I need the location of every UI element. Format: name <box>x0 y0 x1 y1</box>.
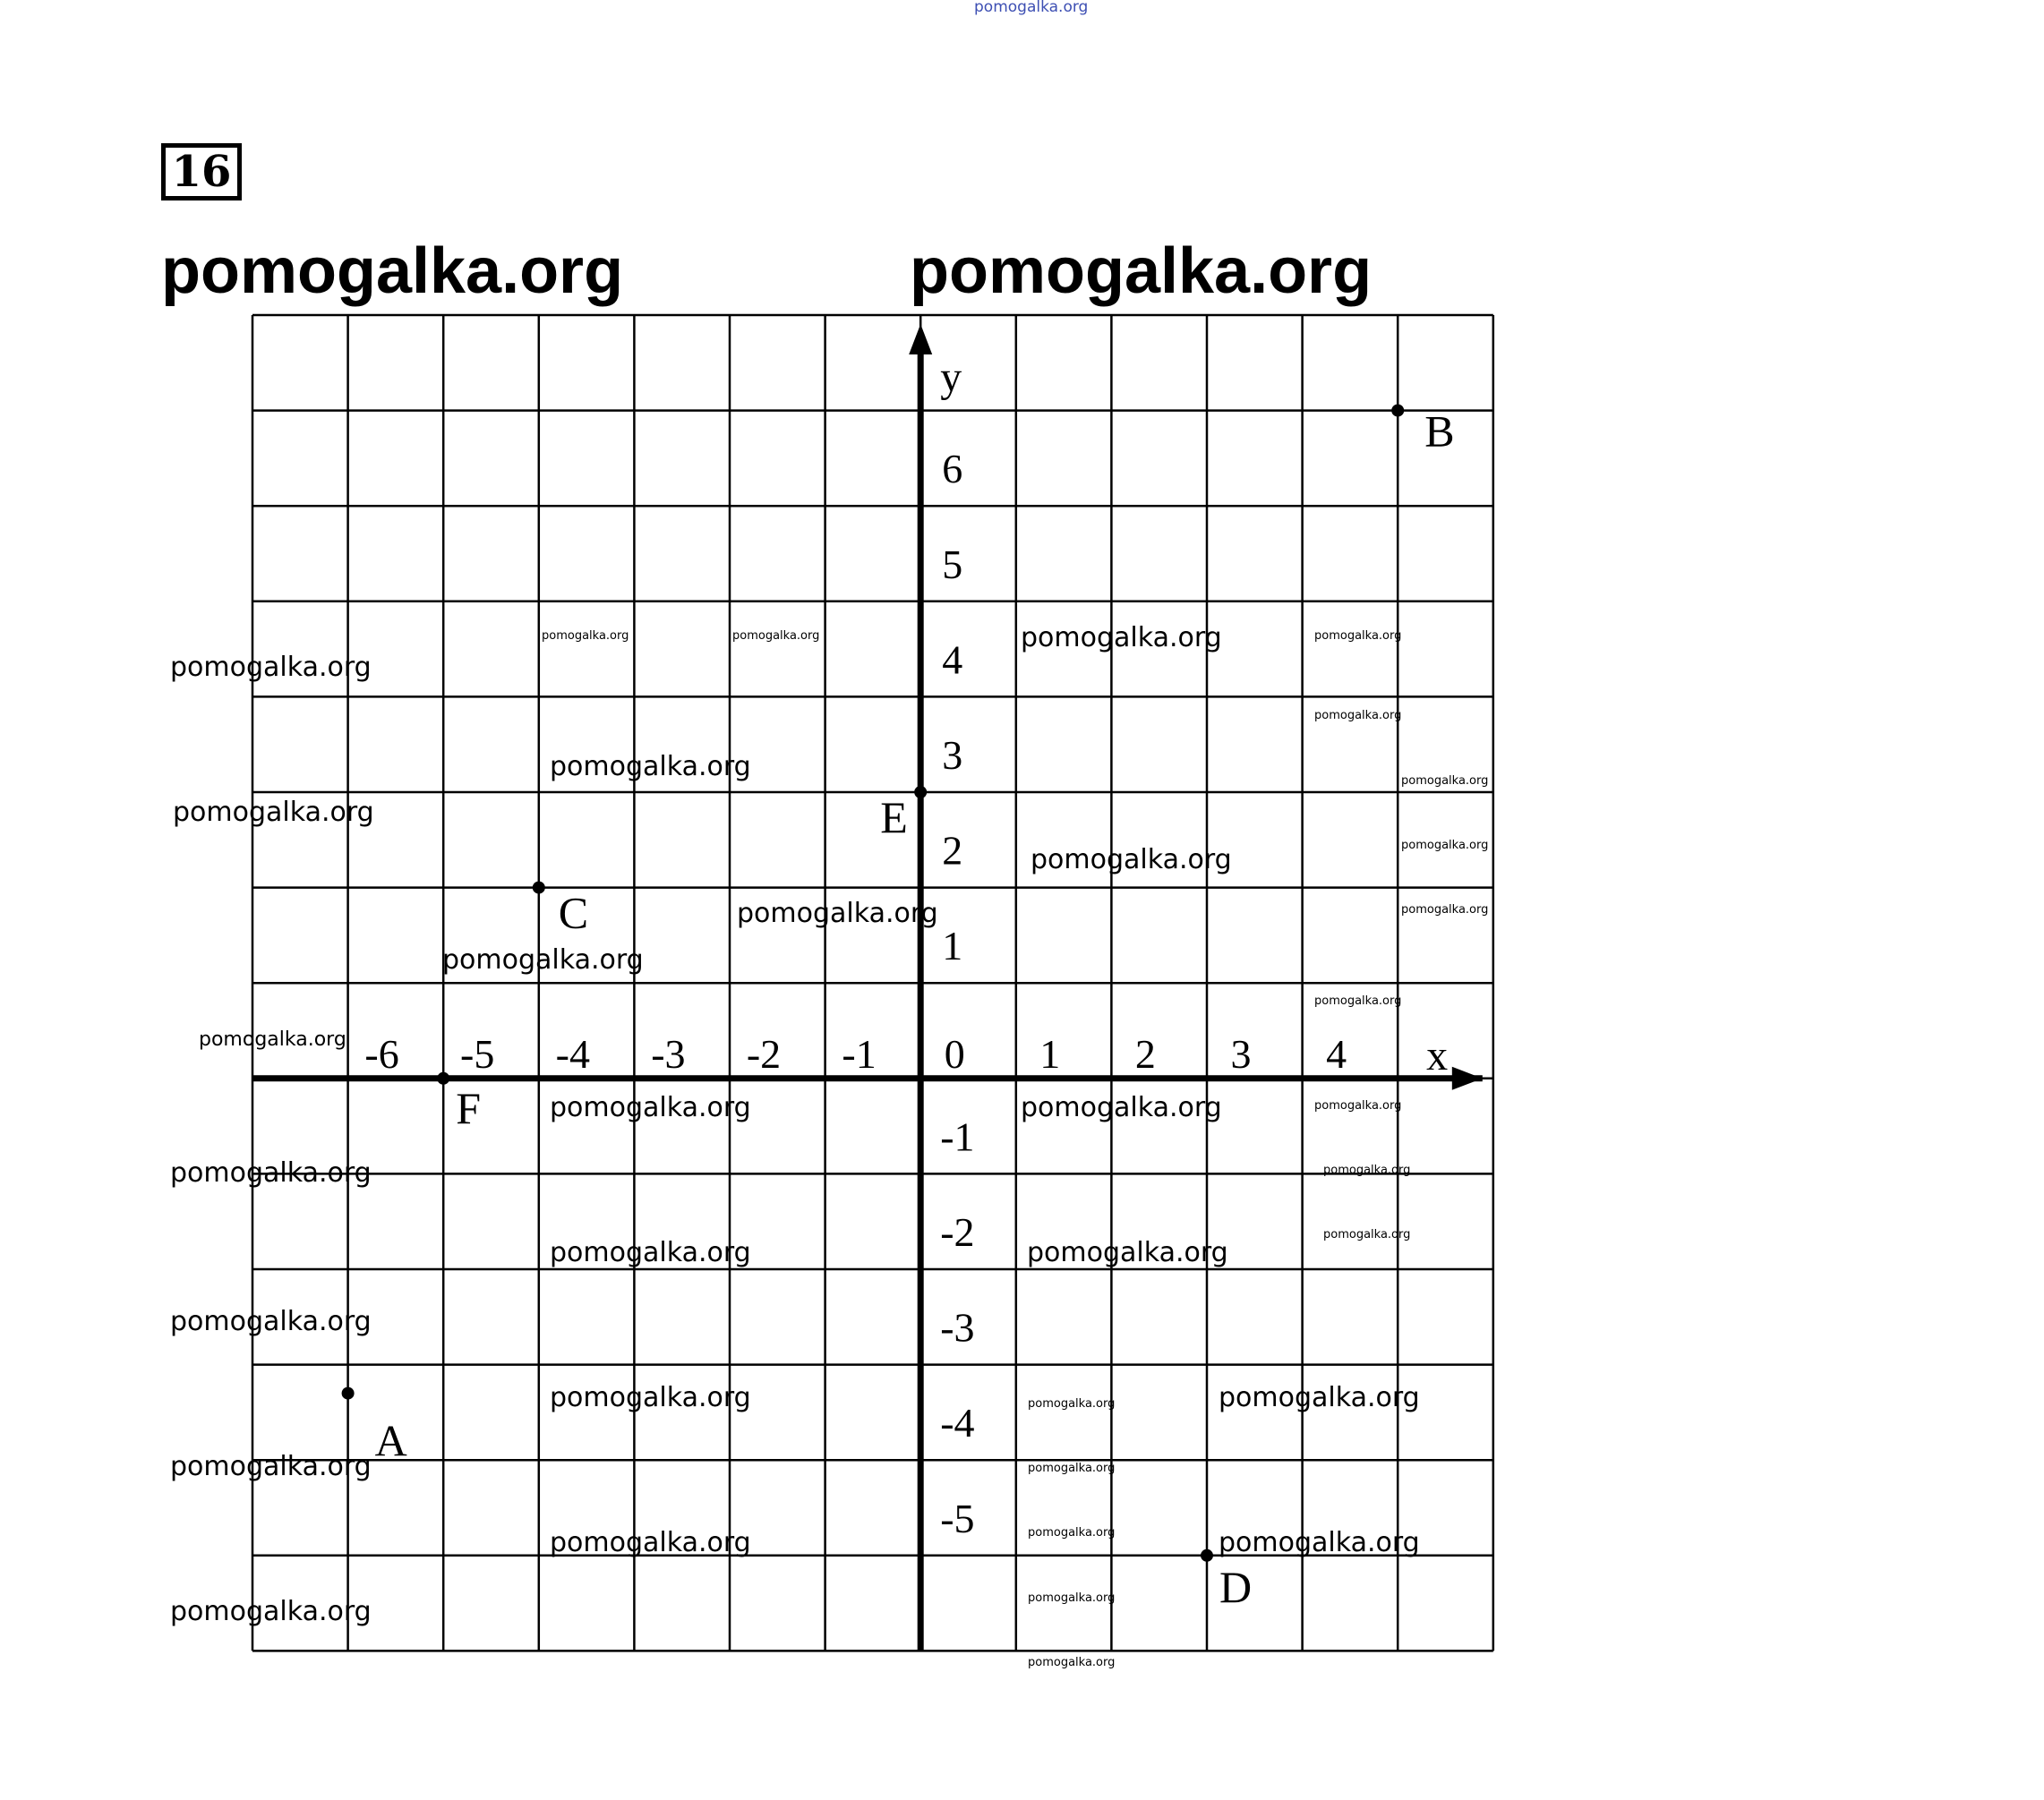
watermark-text: pomogalka.org <box>1028 1526 1116 1540</box>
point-d-dot <box>1201 1549 1213 1562</box>
watermark-text: pomogalka.org <box>173 797 374 828</box>
y-tick-label: -5 <box>940 1495 975 1541</box>
watermark-text: pomogalka.org <box>550 1527 751 1558</box>
points <box>342 405 1455 1612</box>
watermark-text: pomogalka.org <box>737 898 938 929</box>
y-tick-label: 1 <box>942 923 963 969</box>
watermark-text: pomogalka.org <box>1028 1462 1116 1475</box>
point-c-label: C <box>558 887 589 938</box>
watermark-text: pomogalka.org <box>550 1237 751 1268</box>
watermark-heading-left: pomogalka.org <box>161 235 624 307</box>
watermark-text: pomogalka.org <box>1323 1164 1411 1177</box>
y-tick-label: 4 <box>942 636 963 683</box>
task-number-box: 16 <box>161 143 242 200</box>
point-a-dot <box>342 1387 355 1400</box>
x-axis-arrow-icon <box>1452 1067 1483 1090</box>
watermark-text: pomogalka.org <box>170 1596 372 1627</box>
watermark-text: pomogalka.org <box>1323 1228 1411 1241</box>
y-tick-label: 6 <box>942 446 963 492</box>
x-tick-label: 2 <box>1134 1030 1156 1077</box>
watermark-text: pomogalka.org <box>542 629 629 643</box>
y-tick-label: -2 <box>940 1209 975 1255</box>
watermark-text: pomogalka.org <box>1028 1656 1116 1669</box>
y-axis-arrow-icon <box>909 324 932 354</box>
x-tick-label: -3 <box>651 1030 686 1077</box>
y-tick-label: -3 <box>940 1304 975 1351</box>
watermark-text: pomogalka.org <box>170 1157 372 1189</box>
watermark-text: pomogalka.org <box>1314 709 1402 722</box>
watermark-text: pomogalka.org <box>550 751 751 782</box>
watermark-text: pomogalka.org <box>1021 1092 1222 1123</box>
watermark-text: pomogalka.org <box>1219 1382 1420 1413</box>
x-tick-label: -1 <box>842 1030 877 1077</box>
point-b-dot <box>1391 405 1404 417</box>
point-e-dot <box>914 786 927 798</box>
point-f-dot <box>437 1072 449 1085</box>
y-tick-label: 3 <box>942 732 963 778</box>
watermark-text: pomogalka.org <box>1401 903 1489 917</box>
watermark-text: pomogalka.org <box>1021 622 1222 653</box>
watermark-text: pomogalka.org <box>1028 1591 1116 1605</box>
x-tick-label: -4 <box>555 1030 590 1077</box>
watermark-text: pomogalka.org <box>1027 1237 1228 1268</box>
point-f-label: F <box>456 1082 482 1133</box>
watermarks <box>170 622 1488 1669</box>
grid-lines <box>252 315 1493 1651</box>
watermark-text: pomogalka.org <box>1219 1527 1420 1558</box>
watermark-text: pomogalka.org <box>1314 629 1402 643</box>
watermark-text: pomogalka.org <box>442 944 644 976</box>
x-tick-label: 1 <box>1039 1030 1061 1077</box>
watermark-text: pomogalka.org <box>550 1092 751 1123</box>
watermark-text: pomogalka.org <box>170 1306 372 1337</box>
watermark-text: pomogalka.org <box>1401 774 1489 788</box>
watermark-text: pomogalka.org <box>550 1382 751 1413</box>
x-axis-label: x <box>1426 1031 1449 1079</box>
watermark-text: pomogalka.org <box>1314 1099 1402 1113</box>
axes <box>252 324 1483 1651</box>
x-tick-label: 3 <box>1230 1030 1252 1077</box>
x-tick-label: 4 <box>1326 1030 1347 1077</box>
x-tick-label: -5 <box>460 1030 495 1077</box>
watermark-text: pomogalka.org <box>170 1451 372 1482</box>
x-tick-label: -2 <box>746 1030 782 1077</box>
point-c-dot <box>533 882 545 894</box>
watermark-text: pomogalka.org <box>1401 839 1489 852</box>
y-tick-label: -1 <box>940 1113 975 1160</box>
y-tick-label: 2 <box>942 827 963 874</box>
watermark-top: pomogalka.org <box>974 0 1089 16</box>
y-axis-label: y <box>940 354 962 401</box>
watermark-heading-right: pomogalka.org <box>910 235 1373 307</box>
point-a-label: A <box>374 1415 407 1466</box>
watermark-text: pomogalka.org <box>1028 1397 1116 1411</box>
watermark-text: pomogalka.org <box>1031 844 1232 875</box>
point-e-label: E <box>880 792 908 842</box>
point-b-label: B <box>1424 405 1455 456</box>
watermark-text: pomogalka.org <box>170 652 372 683</box>
y-tick-label: -4 <box>940 1400 975 1446</box>
watermark-text: pomogalka.org <box>1314 994 1402 1008</box>
watermark-text: pomogalka.org <box>199 1028 346 1051</box>
y-tick-label: 5 <box>942 541 963 587</box>
point-d-label: D <box>1219 1561 1253 1612</box>
x-tick-label: -6 <box>364 1030 399 1077</box>
watermark-text: pomogalka.org <box>732 629 820 643</box>
x-tick-label: 0 <box>944 1030 965 1077</box>
